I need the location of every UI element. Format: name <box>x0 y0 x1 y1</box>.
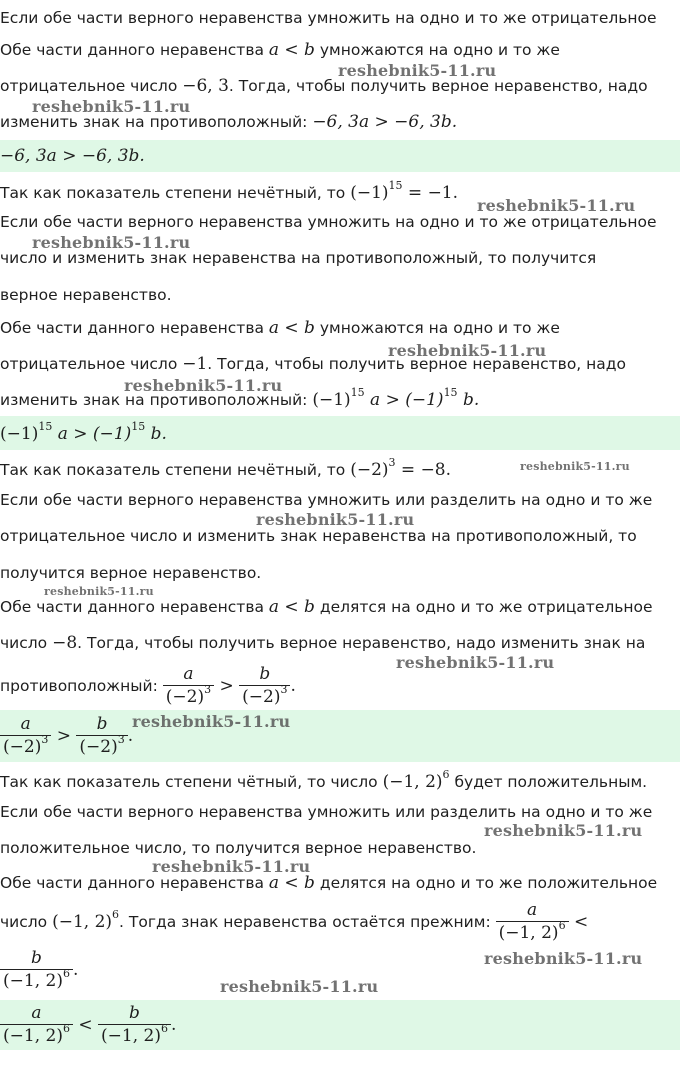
text: отрицательное число <box>0 355 183 373</box>
watermark: reshebnik5-11.ru <box>152 857 311 876</box>
relation: < <box>568 912 589 932</box>
exponent: 15 <box>131 420 146 433</box>
punct: . <box>290 676 296 696</box>
text-line <box>0 770 647 796</box>
math: a > (−1) <box>364 390 444 410</box>
text: Обе части данного неравенства <box>0 874 269 892</box>
text-line <box>0 595 653 619</box>
text-line: Если обе части верного неравенства умножить или разделить на одно и то же <box>0 491 653 509</box>
text: делятся на одно и то же положительное <box>314 874 658 892</box>
math: (−1, 2) <box>382 772 443 792</box>
text: умножаются на одно и то же <box>314 319 560 337</box>
math: = −1. <box>402 183 459 203</box>
watermark: reshebnik5-11.ru <box>484 821 643 840</box>
fraction: $\frac{b}{(-1, 2)^6}$ <box>0 947 73 994</box>
math: (−1) <box>350 183 389 203</box>
text-line <box>0 316 560 340</box>
math: −1 <box>182 354 208 374</box>
text: число <box>0 634 53 652</box>
exponent: 15 <box>443 386 458 399</box>
watermark: reshebnik5-11.ru <box>44 585 154 598</box>
math: (−1) <box>312 390 351 410</box>
answer-math: b. <box>145 424 167 444</box>
answer-math: (−1) <box>0 424 39 444</box>
relation: > <box>51 726 77 746</box>
text-line: получится верное неравенство. <box>0 564 262 582</box>
math: b. <box>457 390 480 410</box>
math: (−1, 2) <box>52 912 113 932</box>
fraction: $\frac{a}{(-2)^3}$ <box>163 663 214 710</box>
relation: < <box>72 1015 99 1035</box>
text: отрицательное число <box>0 77 183 95</box>
answer-box <box>0 1000 680 1050</box>
text: противоположный: <box>0 677 163 695</box>
text-line: Если обе части верного неравенства умножить или разделить на одно и то же <box>0 803 653 821</box>
text: умножаются на одно и то же <box>314 41 560 59</box>
exponent: 15 <box>38 420 53 433</box>
text: изменить знак на противоположный: <box>0 391 313 409</box>
math: = −8. <box>395 460 452 480</box>
text: Обе части данного неравенства <box>0 598 269 616</box>
text: будет положительным. <box>449 773 648 791</box>
text-line: Если обе части верного неравенства умножить на одно и то же отрицательное <box>0 9 657 27</box>
relation: > <box>214 676 240 696</box>
math: −8 <box>52 633 78 653</box>
text: . Тогда, чтобы получить верное неравенство, надо <box>207 355 626 373</box>
text-line: число и изменить знак неравенства на противоположный, то получится <box>0 249 597 267</box>
fraction: $\frac{a}{(-1, 2)^6}$ <box>496 899 569 946</box>
math: (−2) <box>350 460 389 480</box>
answer-math: a > (−1) <box>52 424 132 444</box>
text: делятся на одно и то же отрицательное <box>314 598 653 616</box>
exponent: 15 <box>388 179 403 192</box>
punct: . <box>127 726 134 746</box>
watermark: reshebnik5-11.ru <box>520 460 630 473</box>
math: −6, 3a > −6, 3b. <box>312 112 458 132</box>
text-line: Если обе части верного неравенства умножить на одно и то же отрицательное <box>0 213 657 231</box>
text-line <box>0 181 458 207</box>
text: . Тогда, чтобы получить верное неравенство, надо изменить знак на <box>77 634 646 652</box>
answer-box <box>0 710 680 762</box>
text: Так как показатель степени нечётный, то <box>0 461 351 479</box>
watermark: reshebnik5-11.ru <box>388 341 547 360</box>
fraction: $\frac{b}{(-2)^3}$ <box>76 713 127 760</box>
watermark: reshebnik5-11.ru <box>124 376 283 395</box>
text-line <box>0 942 78 998</box>
math: a < b <box>268 873 315 893</box>
text-line <box>0 74 648 98</box>
text-line: положительное число, то получится верное неравенство. <box>0 839 477 857</box>
exponent: 3 <box>388 456 396 469</box>
punct: . <box>170 1015 177 1035</box>
watermark: reshebnik5-11.ru <box>220 977 379 996</box>
watermark: reshebnik5-11.ru <box>32 233 191 252</box>
answer-box <box>0 416 680 450</box>
text: Так как показатель степени чётный, то число <box>0 773 383 791</box>
watermark: reshebnik5-11.ru <box>32 97 191 116</box>
exponent: 15 <box>350 386 365 399</box>
math: −6, 3 <box>182 76 229 96</box>
exponent: 6 <box>442 768 450 781</box>
watermark: reshebnik5-11.ru <box>484 949 643 968</box>
text-line: отрицательное число и изменить знак неравенства на противоположный, то <box>0 527 637 545</box>
text-line <box>0 892 588 954</box>
fraction: $\frac{b}{(-1, 2)^6}$ <box>98 1002 171 1049</box>
text: Так как показатель степени нечётный, то <box>0 184 351 202</box>
text-line <box>0 656 296 716</box>
text: Обе части данного неравенства <box>0 319 269 337</box>
watermark: reshebnik5-11.ru <box>338 61 497 80</box>
text-line <box>0 38 560 62</box>
text: изменить знак на противоположный: <box>0 113 313 131</box>
math: a < b <box>268 40 315 60</box>
text-line: верное неравенство. <box>0 286 172 304</box>
text: Обе части данного неравенства <box>0 41 269 59</box>
math: a < b <box>268 318 315 338</box>
watermark: reshebnik5-11.ru <box>477 196 636 215</box>
answer-math: −6, 3a > −6, 3b. <box>0 146 145 166</box>
fraction: $\frac{a}{(-2)^3}$ <box>0 713 51 760</box>
text-line <box>0 631 645 655</box>
math: a < b <box>268 597 315 617</box>
watermark: reshebnik5-11.ru <box>256 510 415 529</box>
text: . Тогда знак неравенства остаётся прежним: <box>119 913 496 931</box>
fraction: $\frac{b}{(-2)^3}$ <box>239 663 290 710</box>
text: число <box>0 913 53 931</box>
punct: . <box>72 960 79 980</box>
watermark: reshebnik5-11.ru <box>396 653 555 672</box>
text: . Тогда, чтобы получить верное неравенство, надо <box>228 77 648 95</box>
watermark: reshebnik5-11.ru <box>132 712 291 731</box>
text-line <box>0 458 451 484</box>
fraction: $\frac{a}{(-1, 2)^6}$ <box>0 1002 73 1049</box>
answer-box <box>0 140 680 172</box>
exponent: 6 <box>112 908 120 921</box>
